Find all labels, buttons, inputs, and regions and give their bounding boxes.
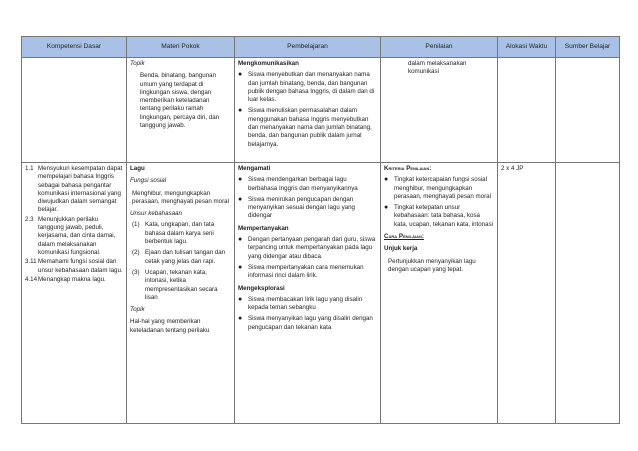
- topik-text: Hal-hal yang memberikan keteladanan tentang perilaku: [130, 318, 210, 334]
- cell-sumber-belajar-empty: [556, 163, 620, 424]
- list-item: ● Siswa menirukan pengucapan dengan menyanyikan sesuai dengan lagu yang didengar: [238, 195, 355, 220]
- lagu-heading: Lagu: [130, 165, 145, 172]
- cell-sumber-empty: [556, 58, 620, 163]
- list-item: ● Siswa mendengarkan berbagai lagu berbahasa Inggris dan menyanyikannya: [238, 176, 358, 192]
- materi-topik-text: Benda, binatang, bangunan umum yang terdapat di lingkungan siswa, dengan memberikan keteladanan tentang perilaku ramah lingkungan, percaya diri, dan tanggung jawab.: [140, 72, 220, 130]
- cell-alokasi-empty: [498, 58, 556, 163]
- cell-alokasi-waktu: [498, 163, 556, 424]
- header-sumber-belajar: Sumber Belajar: [556, 37, 620, 58]
- unsur-kebahasaan-label: Unsur kebahasaan: [130, 210, 182, 218]
- materi-topik-label: Topik: [130, 60, 145, 67]
- header-row: [22, 37, 620, 58]
- kriteria-penilaian-label: Kriteria Penilaian:: [384, 165, 432, 172]
- header-pembelajaran: Pembelajaran: [235, 37, 381, 58]
- list-item: (2) Ejaan dan tulisan tangan dan cetak yang jelas dan rapi.: [132, 249, 226, 265]
- mengkomunikasikan-heading: Mengkomunikasikan: [238, 60, 299, 67]
- list-item: ● Tingkat ketepatan unsur kebahasaan: tata bahasa, kosa kata, ucapan, tekanan kata, intonasi: [384, 204, 494, 228]
- header-kompetensi-dasar: Kompetensi Dasar: [22, 37, 127, 58]
- topik-label: Topik: [130, 306, 145, 314]
- list-item: ● Dengan pertanyaan pengarah dari guru, siswa terpancing untuk mempertanyakan pada lagu yang didengar atau dibaca.: [238, 236, 376, 260]
- cell-pembelajaran: [235, 163, 381, 424]
- cell-pembelajaran: [235, 58, 381, 163]
- cell-kompetensi-dasar: [22, 163, 127, 424]
- header-penilaian: Penilaian: [381, 37, 498, 58]
- cell-penilaian: [381, 163, 498, 424]
- alokasi-waktu-value: 2 x 4 JP: [501, 165, 524, 172]
- list-item: ● Siswa membacakan lirik lagu yang disalin kepada teman sebangku: [238, 295, 363, 312]
- list-item: ● Siswa mempertanyakan cara menemukan informasi rinci dalam lirik.: [238, 263, 364, 280]
- header-alokasi-waktu: Alokasi Waktu: [498, 37, 556, 58]
- unjuk-kerja-label: Unjuk kerja: [384, 245, 418, 253]
- cell-materi: [127, 58, 235, 163]
- mempertanyakan-heading: Mempertanyakan: [238, 224, 289, 232]
- list-item: ● Tingkat ketercapaian fungsi sosial menghibur, mengungkapkan perasaan, menghayati pesan moral: [384, 176, 491, 200]
- kd-item: 1.1 Mensyukuri kesempatan dapat mempelajari bahasa Inggris sebagai bahasa pengantar komunikasi internasional yang diwujudkan dalam semangat belajar.: [25, 165, 123, 214]
- kd-item: 4.14 Menangkap makna lagu.: [25, 275, 106, 283]
- syllabus-table: [21, 36, 620, 424]
- list-item: ● Siswa menyebutkan dan menanyakan nama dan jumlah binatang, benda, dan bangunan publik dengan bahasa Inggris, di dalam dan di luar kelas.: [238, 71, 375, 104]
- cell-materi-pokok: [127, 163, 235, 424]
- fungsi-sosial-text: Menghibur, mengungkapkan perasaan, menghayati pesan moral: [132, 189, 229, 205]
- header-materi-pokok: Materi Pokok: [127, 37, 235, 58]
- cell-penilaian: [381, 58, 498, 163]
- cara-penilaian-label: Cara Penilaian:: [384, 233, 424, 241]
- fungsi-sosial-label: Fungsi sosial: [130, 177, 167, 185]
- mengamati-heading: Mengamati: [238, 165, 271, 172]
- unjuk-kerja-text: Pertunjukkan menyanyikan lagu dengan ucapan yang tepat.: [388, 257, 476, 273]
- kd-item: 2.3 Menunjukkan perilaku tanggung jawab, peduli, kerjasama, dan cinta damai, dalam melaksanakan komunikasi fungsional.: [25, 215, 116, 256]
- list-item: (1) Kata, ungkapan, dan tata bahasa dalam karya seni berbentuk lagu.: [132, 221, 215, 246]
- penilaian-text: dalam melaksanakan komunikasi: [408, 60, 467, 76]
- table-row: [22, 163, 620, 424]
- cell-kd-empty: [22, 58, 127, 163]
- list-item: ● Siswa menuliskan permasalahan dalam menggunakan bahasa Inggris menyebutkan dan menanyakan nama dan jumlah binatang, benda, dan bangunan publik dalam jurnal belajarnya.: [238, 107, 372, 148]
- list-item: ● Siswa menyanyikan lagu yang disalin dengan pengucapan dan tekanan kata: [238, 315, 373, 331]
- kd-item: 3.11 Memahami fungsi sosial dan unsur kebahasaan dalam lagu.: [25, 258, 123, 274]
- list-item: (3) Ucapan, tekanan kata, intonasi, ketika mempresentasikan secara lisan: [132, 268, 218, 301]
- table-row: [22, 58, 620, 163]
- mengeksplorasi-heading: Mengeksplorasi: [238, 284, 285, 292]
